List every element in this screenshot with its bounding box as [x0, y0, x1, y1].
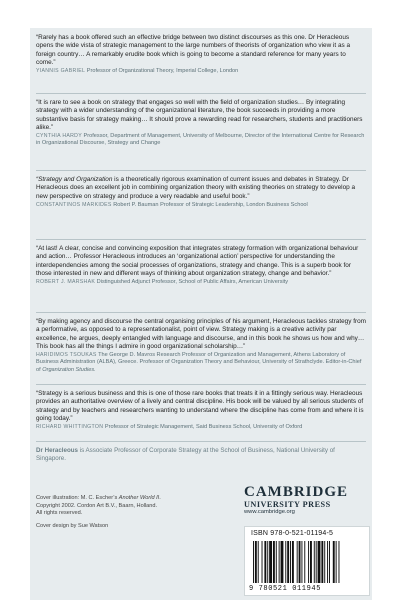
divider: [36, 93, 366, 94]
back-cover-lower: [0, 485, 400, 600]
review-attribution: [36, 133, 366, 147]
review-quote: “Strategy and Organization is a theoretically rigorous examination of current issues and debates in Strategy. Dr Heracleous does an excellent job in combining organization theory with existing theories on strategy to develop a new perspective on strategy and produce a very readable and useful book.”: [36, 176, 356, 200]
divider: [36, 170, 366, 171]
review-attribution: [36, 202, 366, 209]
reviewer-name: CONSTANTINOS MARKIDES: [36, 201, 112, 208]
isbn-barcode-box: [244, 526, 370, 596]
divider: [36, 239, 366, 240]
cover-credits: [36, 495, 226, 530]
review-attribution: [36, 352, 366, 374]
publisher-name: CAMBRIDGE: [244, 484, 349, 500]
rights-line: All rights reserved.: [36, 510, 83, 517]
reviewer-name: YIANNIS GABRIEL: [36, 68, 86, 75]
reviewer-credential: Professor of Organizational Theory, Imperial College, London: [86, 68, 239, 75]
review-quote: “It is rare to see a book on strategy that engages so well with the field of organization studies… By integrating strategy with a wider understanding of the organizational literature, the book succeeds in providing a more substantive basis for strategy making… It should prove a rewarding read for researchers, students and practitioners alike.”: [36, 99, 363, 131]
reviewer-credential: Professor of Strategic Management, Said Business School, University of Oxford: [104, 424, 303, 431]
review-quote: “Rarely has a book offered such an effective bridge between two distinct discourses as this one. Dr Heracleous opens the wide vista of strategic management to the large numbers of theorists of organization who view it as a foreign country… A remarkably erudite book which is going to become a standard reference for many years to come.”: [36, 34, 351, 66]
review-markides: [36, 176, 366, 209]
reviews-panel: [30, 28, 372, 485]
publisher-url: www.cambridge.org: [244, 509, 295, 515]
review-quote: “Strategy is a serious business and this is one of those rare books that treats it in a fittingly serious way. Heracleous provides an authoritative overview of a lively and central discipline. His book will be valued by all serious students of strategy and by teachers and researchers wanting to understand where the discipline has come from and where it is going today.”: [36, 390, 364, 422]
author-bio: Dr Heracleous is Associate Professor of Corporate Strategy at the School of Business, National University of Singapore.: [36, 447, 335, 462]
reviewer-name: RICHARD WHITTINGTON: [36, 424, 104, 431]
divider: [36, 312, 366, 313]
reviewer-name: HARIDIMOS TSOUKAS: [36, 352, 97, 359]
review-quote: “At last! A clear, concise and convincing exposition that integrates strategy formation with organizational behaviour and action… Professor Heracleous introduces an ‘organizational action’ perspective for understanding the interdependencies among the social processes of organizations, strategy and change. This is a superb book for those interested in new and different ways of thinking about organization strategy, change and behavior.”: [36, 245, 359, 277]
reviewer-credential: Distinguished Adjunct Professor, School of Public Affairs, American University: [96, 279, 289, 286]
barcode-digits: 9 780521 011945: [249, 585, 322, 593]
review-whittington: [36, 390, 366, 431]
review-gabriel: [36, 34, 366, 75]
reviewer-name: ROBERT J. MARSHAK: [36, 279, 96, 286]
isbn-label: ISBN 978-0-521-01194-5: [251, 530, 334, 537]
cover-design-credit: Cover design by Sue Watson: [36, 522, 109, 529]
reviewer-credential: Professor, Department of Management, University of Melbourne, Director of the International Centre for Research in Organizational Discourse, Strategy and Change: [36, 133, 365, 147]
reviewer-credential: The George D. Mavros Research Professor of Organization and Management, Athens Laboratory of Business Administration (ALBA), Greece. Professor of Organization Theory and Behaviour, University of Strathclyde. Editor-in-Chief of Organization Studies.: [36, 352, 362, 373]
reviewer-credential: Robert P. Bauman Professor of Strategic Leadership, London Business School: [113, 201, 308, 208]
review-quote: “By making agency and discourse the central organising principles of his argument, Heracleous tackles strategy from a performative, as opposed to a representationalist, point of view. Strategy making is a creative activity par excellence, he argues, deeply entangled with language and discourse, and in this book he shows us how and why… This book has all the things I admire in good organizational scholarship…”: [36, 318, 366, 350]
review-attribution: [36, 424, 366, 431]
barcode-icon: [251, 541, 365, 583]
divider: [36, 441, 366, 442]
review-tsoukas: [36, 318, 366, 374]
author-name: Dr Heracleous: [36, 447, 78, 454]
review-marshak: [36, 245, 366, 286]
copyright-line: Copyright 2002. Cordon Art B.V., Baarn, Holland.: [36, 502, 158, 509]
reviewer-name: CYNTHIA HARDY: [36, 133, 82, 140]
review-attribution: [36, 68, 366, 75]
divider: [36, 384, 366, 385]
review-hardy: [36, 99, 366, 148]
book-title: “Strategy and Organization: [36, 176, 113, 183]
publisher-logo: [244, 485, 370, 516]
review-attribution: [36, 279, 366, 286]
publisher-subtitle: UNIVERSITY PRESS: [244, 500, 331, 509]
cover-illustration-credit: Cover illustration: M. C. Escher’s Another World II.: [36, 495, 161, 501]
